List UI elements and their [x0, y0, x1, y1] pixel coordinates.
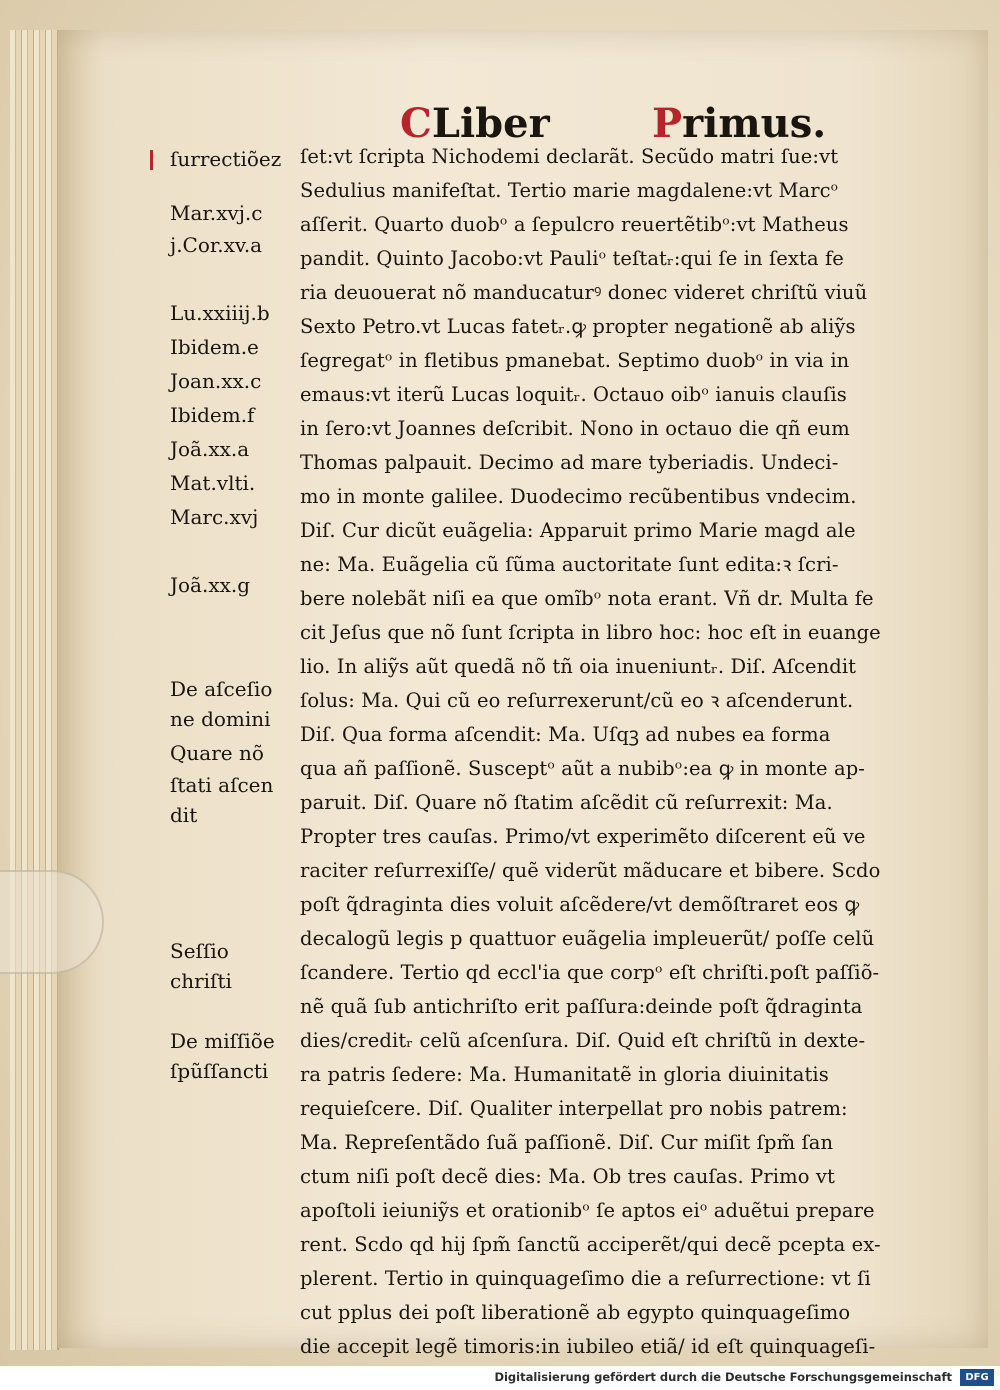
margin-note: ſpũſſancti: [170, 1059, 269, 1083]
text-line: plerent. Tertio in quinquageſimo die a reſurrectione: vt ſi: [300, 1267, 871, 1290]
margin-note: Seſſio: [170, 939, 229, 963]
text-line: Diſ. Qua forma aſcendit: Ma. Uſqꝫ ad nubes ea forma: [300, 723, 831, 746]
margin-note: ſurrectiõez: [170, 147, 282, 171]
margin-note: De miſſiõe: [170, 1029, 275, 1053]
text-line: nẽ quã ſub antichriſto erit paſſura:deinde poſt q̃draginta: [300, 995, 863, 1018]
text-line: lio. In aliỹs aũt quedã nõ tñ oia inueniuntᵣ. Diſ. Aſcendit: [300, 655, 857, 678]
header-initial-2: P: [652, 100, 683, 147]
text-line: apoſtoli ieiuniỹs et orationibᵒ ſe aptos eiᵒ aduẽtui prepare: [300, 1199, 875, 1222]
text-line: ſolus: Ma. Qui cũ eo reſurrexerunt/cũ eo ꝛ aſcenderunt.: [300, 689, 854, 712]
margin-note: Mat.vlti.: [170, 471, 256, 495]
text-line: die accepit legẽ timoris:in iubileo etiã/ id eſt quinquageſi-: [300, 1335, 876, 1358]
margin-note: De aſceſio: [170, 677, 273, 701]
text-line: Thomas palpauit. Decimo ad mare tyberiadis. Undeci-: [300, 451, 839, 474]
text-line: mo in monte galilee. Duodecimo recũbentibus vndecim.: [300, 485, 857, 508]
margin-note: ne domini: [170, 707, 271, 731]
margin-note: dit: [170, 803, 198, 827]
margin-note: Lu.xxiiij.b: [170, 301, 270, 325]
text-line: ra patris ſedere: Ma. Humanitatẽ in gloria diuinitatis: [300, 1063, 829, 1086]
header-initial-1: C: [400, 100, 432, 147]
margin-note: Ibidem.e: [170, 335, 259, 359]
margin-note: Quare nõ: [170, 741, 264, 765]
text-line: Sedulius manifeſtat. Tertio marie magdalene:vt Marcᵒ: [300, 179, 839, 202]
margin-note: Joã.xx.a: [170, 437, 250, 461]
margin-note: j.Cor.xv.a: [170, 233, 263, 257]
text-line: ctum niſi poſt decẽ dies: Ma. Ob tres cauſas. Primo vt: [300, 1165, 835, 1188]
rubric-mark: [150, 150, 153, 170]
margin-note: chriſti: [170, 969, 232, 993]
text-line: cut pplus dei poſt liberationẽ ab egypto quinquageſimo: [300, 1301, 851, 1324]
text-line: Diſ. Cur dicũt euãgelia: Apparuit primo Marie magd ale: [300, 519, 856, 542]
text-line: rent. Scdo qd hij ſpm̃ ſanctũ acciperẽt/qui decẽ pcepta ex-: [300, 1233, 881, 1256]
header-text-1: Liber: [431, 100, 550, 147]
page-clip: [0, 870, 104, 974]
funding-notice: Digitalisierung gefördert durch die Deutsche Forschungsgemeinschaft: [494, 1370, 952, 1384]
margin-note: Marc.xvj: [170, 505, 259, 529]
header-text-2: rimus.: [682, 100, 827, 147]
text-line: paruit. Diſ. Quare nõ ſtatim aſcẽdit cũ reſurrexit: Ma.: [300, 791, 833, 814]
text-line: raciter reſurrexiſſe/ quẽ viderũt mãducare et bibere. Scdo: [300, 859, 881, 882]
text-line: poſt q̃draginta dies voluit aſcẽdere/vt demõſtraret eos ꝙ: [300, 893, 860, 916]
text-line: ſet:vt ſcripta Nichodemi declarãt. Secũdo matri ſue:vt: [300, 145, 839, 168]
margin-note: Joan.xx.c: [170, 369, 262, 393]
funding-footer: [0, 1366, 1000, 1390]
text-line: dies/creditᵣ celũ aſcenſura. Diſ. Quid eſt chriſtũ in dexte-: [300, 1029, 866, 1052]
margin-note: Ibidem.f: [170, 403, 255, 427]
text-line: requieſcere. Diſ. Qualiter interpellat pro nobis patrem:: [300, 1097, 848, 1120]
text-line: ſcandere. Tertio qd eccl'ia que corpᵒ eſt chriſti.poſt paſſiõ-: [300, 961, 880, 984]
page-edges: [10, 30, 59, 1350]
text-line: bere nolebãt niſi ea que omĩbᵒ nota erant. Vñ dr. Multa fe: [300, 587, 874, 610]
text-line: Sexto Petro.vt Lucas fatetᵣ.ꝙ propter negationẽ ab aliỹs: [300, 315, 856, 338]
text-line: cit Jeſus que nõ ſunt ſcripta in libro hoc: hoc eſt in euange: [300, 621, 881, 644]
text-line: ria deuouerat nõ manducaturꝰ donec videret chriſtũ viuũ: [300, 281, 868, 304]
text-line: decalogũ legis p quattuor euãgelia impleuerũt/ poſſe celũ: [300, 927, 875, 950]
dfg-logo: DFG: [960, 1369, 994, 1386]
text-line: emaus:vt iterũ Lucas loquitᵣ. Octauo oibᵒ ianuis clauſis: [300, 383, 847, 406]
text-line: qua añ paſſionẽ. Susceptᵒ aũt a nubibᵒ:ea ꝙ in monte ap-: [300, 757, 865, 780]
text-line: aſſerit. Quarto duobᵒ a ſepulcro reuertẽtibᵒ:vt Matheus: [300, 213, 849, 236]
text-line: pandit. Quinto Jacobo:vt Pauliᵒ teſtatᵣ:qui ſe in ſexta fe: [300, 247, 844, 270]
text-line: ſegregatᵒ in fletibus pmanebat. Septimo duobᵒ in via in: [300, 349, 850, 372]
text-line: Ma. Repreſentãdo ſuã paſſionẽ. Diſ. Cur miſit ſpm̃ ſan: [300, 1131, 834, 1154]
text-line: in ſero:vt Joannes deſcribit. Nono in octauo die qñ eum: [300, 417, 850, 440]
margin-note: ſtati aſcen: [170, 773, 274, 797]
text-line: Propter tres cauſas. Primo/vt experimẽto diſcerent eũ ve: [300, 825, 866, 848]
margin-note: Mar.xvj.c: [170, 201, 263, 225]
margin-note: Joã.xx.g: [170, 573, 251, 597]
text-line: ne: Ma. Euãgelia cũ ſũma auctoritate ſunt edita:ꝛ ſcri-: [300, 553, 839, 576]
